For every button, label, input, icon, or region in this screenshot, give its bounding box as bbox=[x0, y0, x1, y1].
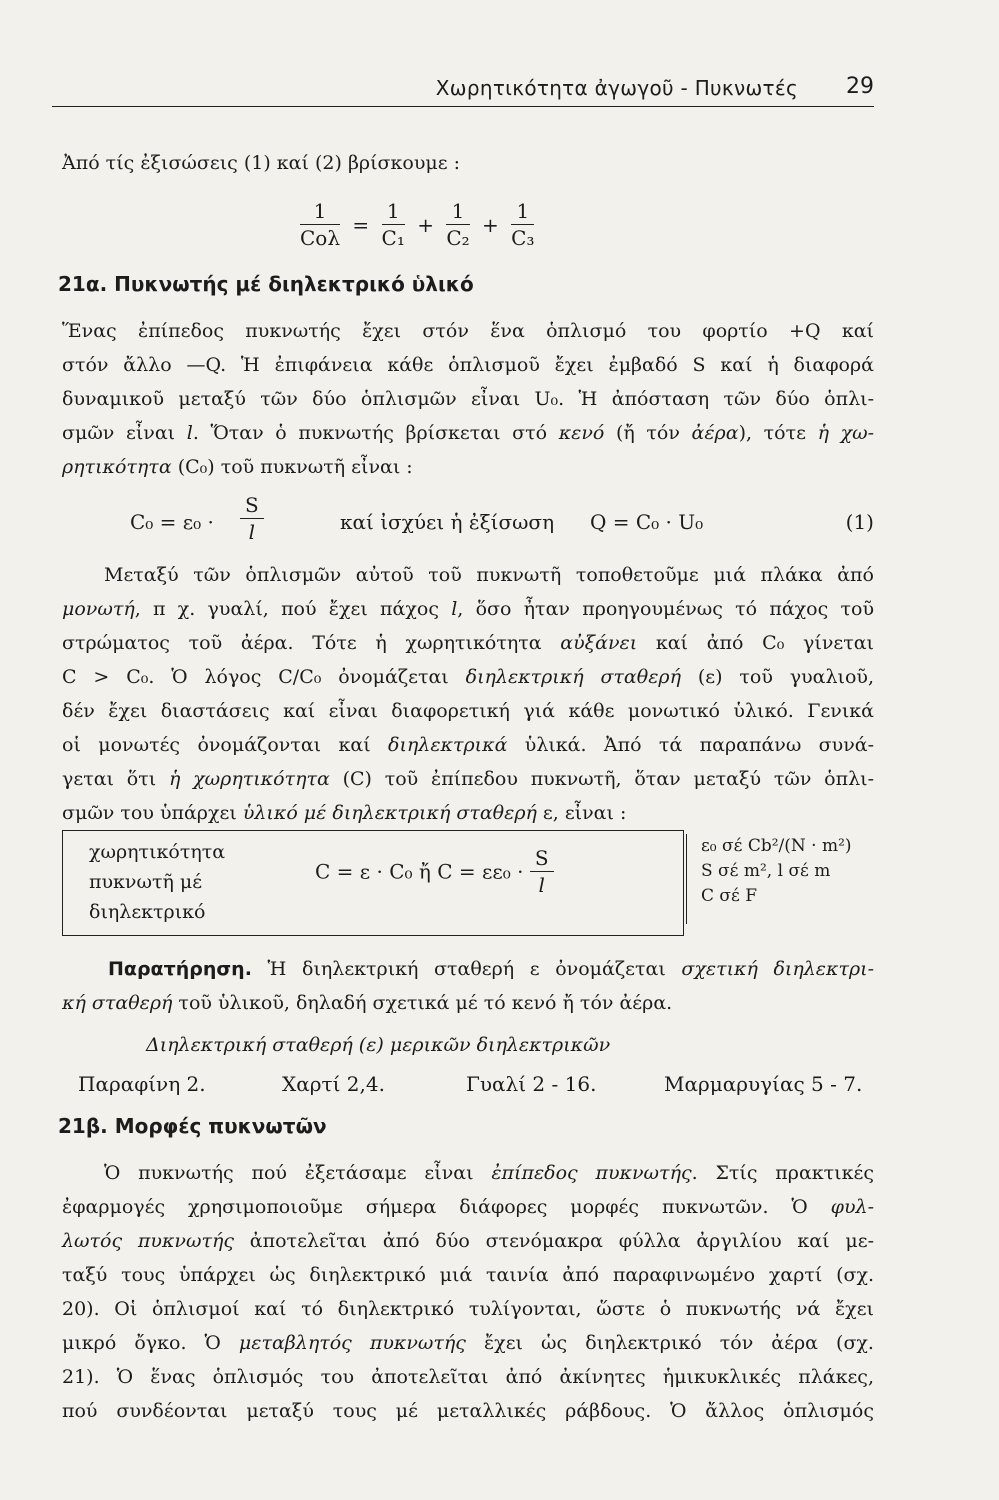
text-line: σμῶν εἶναι l. Ὅταν ὁ πυκνωτής βρίσκεται στό κενό (ἤ τόν ἀέρα), τότε ἡ χω- bbox=[62, 422, 874, 444]
intro-line: Ἀπό τίς ἐξισώσεις (1) καί (2) βρίσκουμε : bbox=[62, 152, 461, 174]
dielectric-capacitance-formula: C = ε · C₀ ἤ C = εε₀ · $\frac{S}{l}$ bbox=[315, 845, 554, 898]
text-line: γεται ὅτι ἡ χωρητικότητα (C) τοῦ ἐπίπεδου πυκνωτῆ, ὅταν μεταξύ τῶν ὁπλι- bbox=[62, 768, 874, 790]
fraction: $\frac{1}{\text{Cολ}}$ bbox=[300, 199, 341, 250]
table-cell: Παραφίνη 2. bbox=[78, 1072, 206, 1096]
table-cell: Μαρμαρυγίας 5 - 7. bbox=[664, 1072, 863, 1096]
text-line: Ἕνας ἐπίπεδος πυκνωτής ἔχει στόν ἕνα ὁπλισμό του φορτίο +Q καί bbox=[62, 320, 874, 342]
formula-box-label: χωρητικότητα πυκνωτῆ μέ διηλεκτρικό bbox=[89, 841, 226, 923]
note-label: Παρατήρηση. bbox=[108, 958, 252, 980]
text-line: Μεταξύ τῶν ὁπλισμῶν αὐτοῦ τοῦ πυκνωτῆ τοποθετοῦμε μιά πλάκα ἀπό bbox=[104, 564, 874, 586]
text-line: 20). Οἱ ὁπλισμοί καί τό διηλεκτρικό τυλίγονται, ὥστε ὁ πυκνωτής νά ἔχει bbox=[62, 1298, 874, 1320]
page-header bbox=[52, 74, 874, 107]
text-line: μονωτή, π χ. γυαλί, πού ἔχει πάχος l, ὅσο ἦταν προηγουμένως τό πάχος τοῦ bbox=[62, 598, 875, 620]
table-cell: Χαρτί 2,4. bbox=[282, 1072, 385, 1096]
formula-box bbox=[62, 830, 684, 936]
text-line: Παρατήρηση. Ἡ διηλεκτρική σταθερή ε ὀνομάζεται σχετική διηλεκτρι- bbox=[108, 958, 874, 980]
text-line: πού συνδέονται μεταξύ τους μέ μεταλλικές ράβδους. Ὁ ἄλλος ὁπλισμός bbox=[62, 1400, 874, 1422]
units-legend: ε₀ σέ Cb²/(N · m²) S σέ m², l σέ m C σέ F bbox=[686, 834, 901, 924]
section-heading-21a: 21α. Πυκνωτής μέ διηλεκτρικό ὑλικό bbox=[58, 272, 474, 296]
text-line: κή σταθερή τοῦ ὑλικοῦ, δηλαδή σχετικά μέ τό κενό ἤ τόν ἀέρα. bbox=[62, 992, 673, 1014]
text-line: ρητικότητα (C₀) τοῦ πυκνωτῆ εἶναι : bbox=[62, 456, 413, 478]
text-line: λωτός πυκνωτής ἀποτελεῖται ἀπό δύο στενόμακρα φύλλα ἀργιλίου καί με- bbox=[62, 1230, 874, 1252]
text-line: μικρό ὄγκο. Ὁ μεταβλητός πυκνωτής ἔχει ὡς διηλεκτρικό τόν ἀέρα (σχ. bbox=[62, 1332, 874, 1354]
section-heading-21b: 21β. Μορφές πυκνωτῶν bbox=[58, 1114, 327, 1138]
text-line: C > C₀. Ὁ λόγος C/C₀ ὀνομάζεται διηλεκτρική σταθερή (ε) τοῦ γυαλιοῦ, bbox=[62, 666, 875, 688]
text-line: σμῶν του ὑπάρχει ὑλικό μέ διηλεκτρική σταθερή ε, εἶναι : bbox=[62, 802, 627, 824]
fraction: $\frac{S}{l}$ bbox=[240, 492, 264, 545]
text-line: στρώματος τοῦ ἀέρα. Τότε ἡ χωρητικότητα αὐξάνει καί ἀπό C₀ γίνεται bbox=[62, 632, 874, 654]
series-capacitance-equation: $\frac{1}{\text{Cολ}}$ = $\frac{1}{\text{C₁}}$ + $\frac{1}{\text{C₂}}$ + $\frac{1}{\text{C₃}}$ bbox=[300, 199, 535, 250]
text-line: οἱ μονωτές ὀνομάζονται καί διηλεκτρικά ὑλικά. Ἀπό τά παραπάνω συνά- bbox=[62, 734, 874, 756]
table-caption: Διηλεκτρική σταθερή (ε) μερικῶν διηλεκτρικῶν bbox=[146, 1034, 611, 1056]
fraction: $\frac{1}{\text{C₃}}$ bbox=[511, 199, 535, 250]
text-line: Ὁ πυκνωτής πού ἐξετάσαμε εἶναι ἐπίπεδος πυκνωτής. Στίς πρακτικές bbox=[104, 1162, 874, 1184]
table-cell: Γυαλί 2 - 16. bbox=[466, 1072, 597, 1096]
fraction: $\frac{S}{l}$ bbox=[530, 845, 554, 898]
fraction: $\frac{1}{\text{C₂}}$ bbox=[446, 199, 470, 250]
text-line: δέν ἔχει διαστάσεις καί εἶναι διαφορετική γιά κάθε μονωτικό ὑλικό. Γενικά bbox=[62, 700, 874, 722]
running-title: Χωρητικότητα ἀγωγοῦ - Πυκνωτές bbox=[435, 76, 798, 100]
fraction: $\frac{1}{\text{C₁}}$ bbox=[381, 199, 405, 250]
text-line: ἐφαρμογές χρησιμοποιοῦμε σήμερα διάφορες μορφές πυκνωτῶν. Ὁ φυλ- bbox=[62, 1196, 874, 1218]
text-line: δυναμικοῦ μεταξύ τῶν δύο ὁπλισμῶν εἶναι U₀. Ἡ ἀπόσταση τῶν δύο ὁπλι- bbox=[62, 388, 874, 410]
capacitance-vacuum-equation: C₀ = ε₀ · $\frac{S}{l}$ καί ἰσχύει ἡ ἐξίσωση Q = C₀ · U₀ (1) bbox=[130, 493, 874, 544]
text-line: ταξύ τους ὑπάρχει ὡς διηλεκτρικό μιά ταινία ἀπό παραφινωμένο χαρτί (σχ. bbox=[62, 1264, 874, 1286]
text-line: 21). Ὁ ἕνας ὁπλισμός του ἀποτελεῖται ἀπό ἀκίνητες ἡμικυκλικές πλάκες, bbox=[62, 1366, 874, 1388]
page-number: 29 bbox=[846, 74, 874, 99]
text-line: στόν ἄλλο —Q. Ἡ ἐπιφάνεια κάθε ὁπλισμοῦ ἔχει ἐμβαδό S καί ἡ διαφορά bbox=[62, 354, 874, 376]
